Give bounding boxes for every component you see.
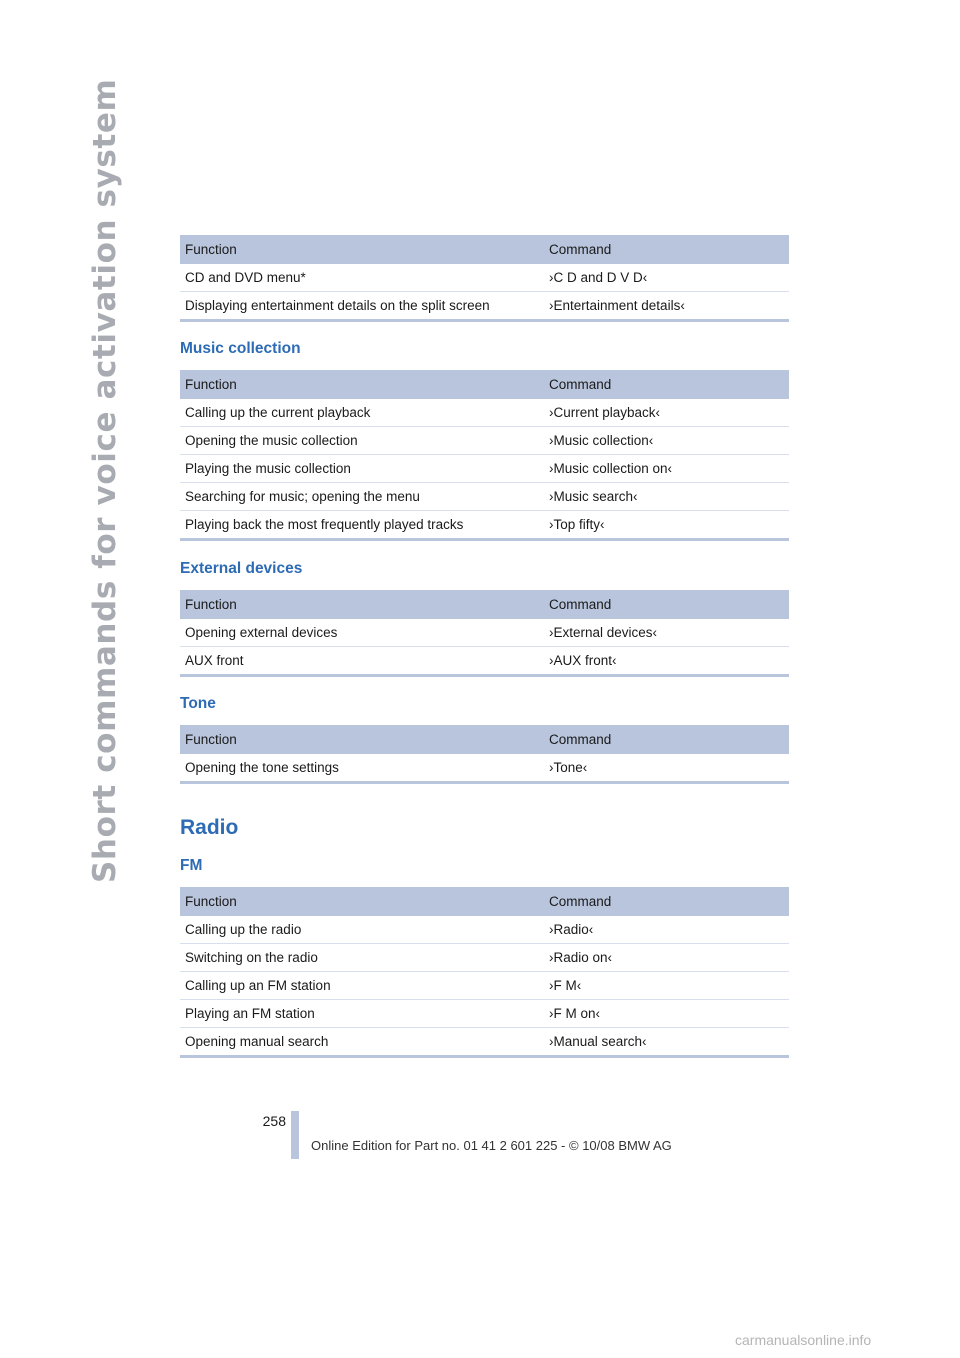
function-cell: Playing the music collection (180, 455, 544, 483)
function-cell: Playing back the most frequently played tracks (185, 517, 464, 532)
table-row (180, 1000, 789, 1028)
command-column-header: Command (544, 235, 789, 264)
function-column-header: Function (180, 370, 544, 399)
function-cell: Opening the music collection (180, 427, 544, 455)
function-column-header: Function (180, 235, 544, 264)
table-row (180, 619, 789, 647)
tone-heading: Tone (180, 695, 216, 712)
function-column-header: Function (180, 725, 544, 754)
command-cell: ›Current playback‹ (544, 399, 789, 427)
command-cell: ›F M‹ (544, 972, 789, 1000)
command-cell: ›Music search‹ (544, 483, 789, 511)
table-row (180, 647, 789, 676)
command-cell: ›Music collection‹ (544, 427, 789, 455)
table-row (180, 754, 789, 783)
command-column-header: Command (544, 590, 789, 619)
table-row (180, 972, 789, 1000)
radio-heading: Radio (180, 816, 239, 839)
function-cell: Calling up an FM station (180, 972, 544, 1000)
site-watermark: carmanualsonline.info (735, 1332, 872, 1348)
table-row (180, 1028, 789, 1057)
table-row (180, 483, 789, 511)
table-header-row (180, 725, 789, 754)
table-row (180, 916, 789, 944)
function-cell: Calling up the current playback (180, 399, 544, 427)
edition-footer-text: Online Edition for Part no. 01 41 2 601 225 - © 10/08 BMW AG (311, 1138, 672, 1153)
external-devices-heading: External devices (180, 560, 303, 577)
function-cell: Calling up the radio (180, 916, 544, 944)
command-cell: ›C D and D V D‹ (544, 264, 789, 292)
table-header-row (180, 887, 789, 916)
function-cell: Playing an FM station (180, 1000, 544, 1028)
fm-command-table (180, 887, 789, 1058)
command-cell: ›F M on‹ (544, 1000, 789, 1028)
command-cell: ›Music collection on‹ (544, 455, 789, 483)
table-row (180, 264, 789, 292)
page-number: 258 (262, 1113, 286, 1129)
table-row (180, 455, 789, 483)
command-column-header: Command (544, 725, 789, 754)
command-cell: ›Manual search‹ (549, 1034, 647, 1049)
table-header-row (180, 370, 789, 399)
fm-heading: FM (180, 857, 203, 874)
function-cell: Switching on the radio (180, 944, 544, 972)
music-collection-heading: Music collection (180, 340, 301, 357)
table-row (180, 292, 789, 321)
function-cell: CD and DVD menu* (180, 264, 544, 292)
function-cell: AUX front (185, 653, 244, 668)
music-collection-command-table (180, 370, 789, 541)
function-column-header: Function (180, 887, 544, 916)
command-cell: ›Radio on‹ (544, 944, 789, 972)
command-cell: ›Entertainment details‹ (549, 298, 685, 313)
external-devices-command-table (180, 590, 789, 677)
function-cell: Opening manual search (185, 1034, 329, 1049)
command-cell: ›AUX front‹ (549, 653, 617, 668)
table-row (180, 427, 789, 455)
command-column-header: Command (544, 370, 789, 399)
command-cell: ›External devices‹ (544, 619, 789, 647)
function-cell: Opening external devices (180, 619, 544, 647)
side-section-title: Short commands for voice activation system (87, 78, 123, 883)
footer-accent-bar (291, 1111, 299, 1159)
table-header-row (180, 235, 789, 264)
function-column-header: Function (180, 590, 544, 619)
function-cell: Displaying entertainment details on the split screen (185, 298, 490, 313)
table-row (180, 399, 789, 427)
entertainment-command-table (180, 235, 789, 322)
command-cell: ›Top fifty‹ (549, 517, 605, 532)
table-row (180, 944, 789, 972)
tone-command-table (180, 725, 789, 784)
function-cell: Opening the tone settings (185, 760, 339, 775)
command-cell: ›Radio‹ (544, 916, 789, 944)
command-column-header: Command (544, 887, 789, 916)
table-header-row (180, 590, 789, 619)
function-cell: Searching for music; opening the menu (180, 483, 544, 511)
command-cell: ›Tone‹ (549, 760, 588, 775)
table-row (180, 511, 789, 540)
